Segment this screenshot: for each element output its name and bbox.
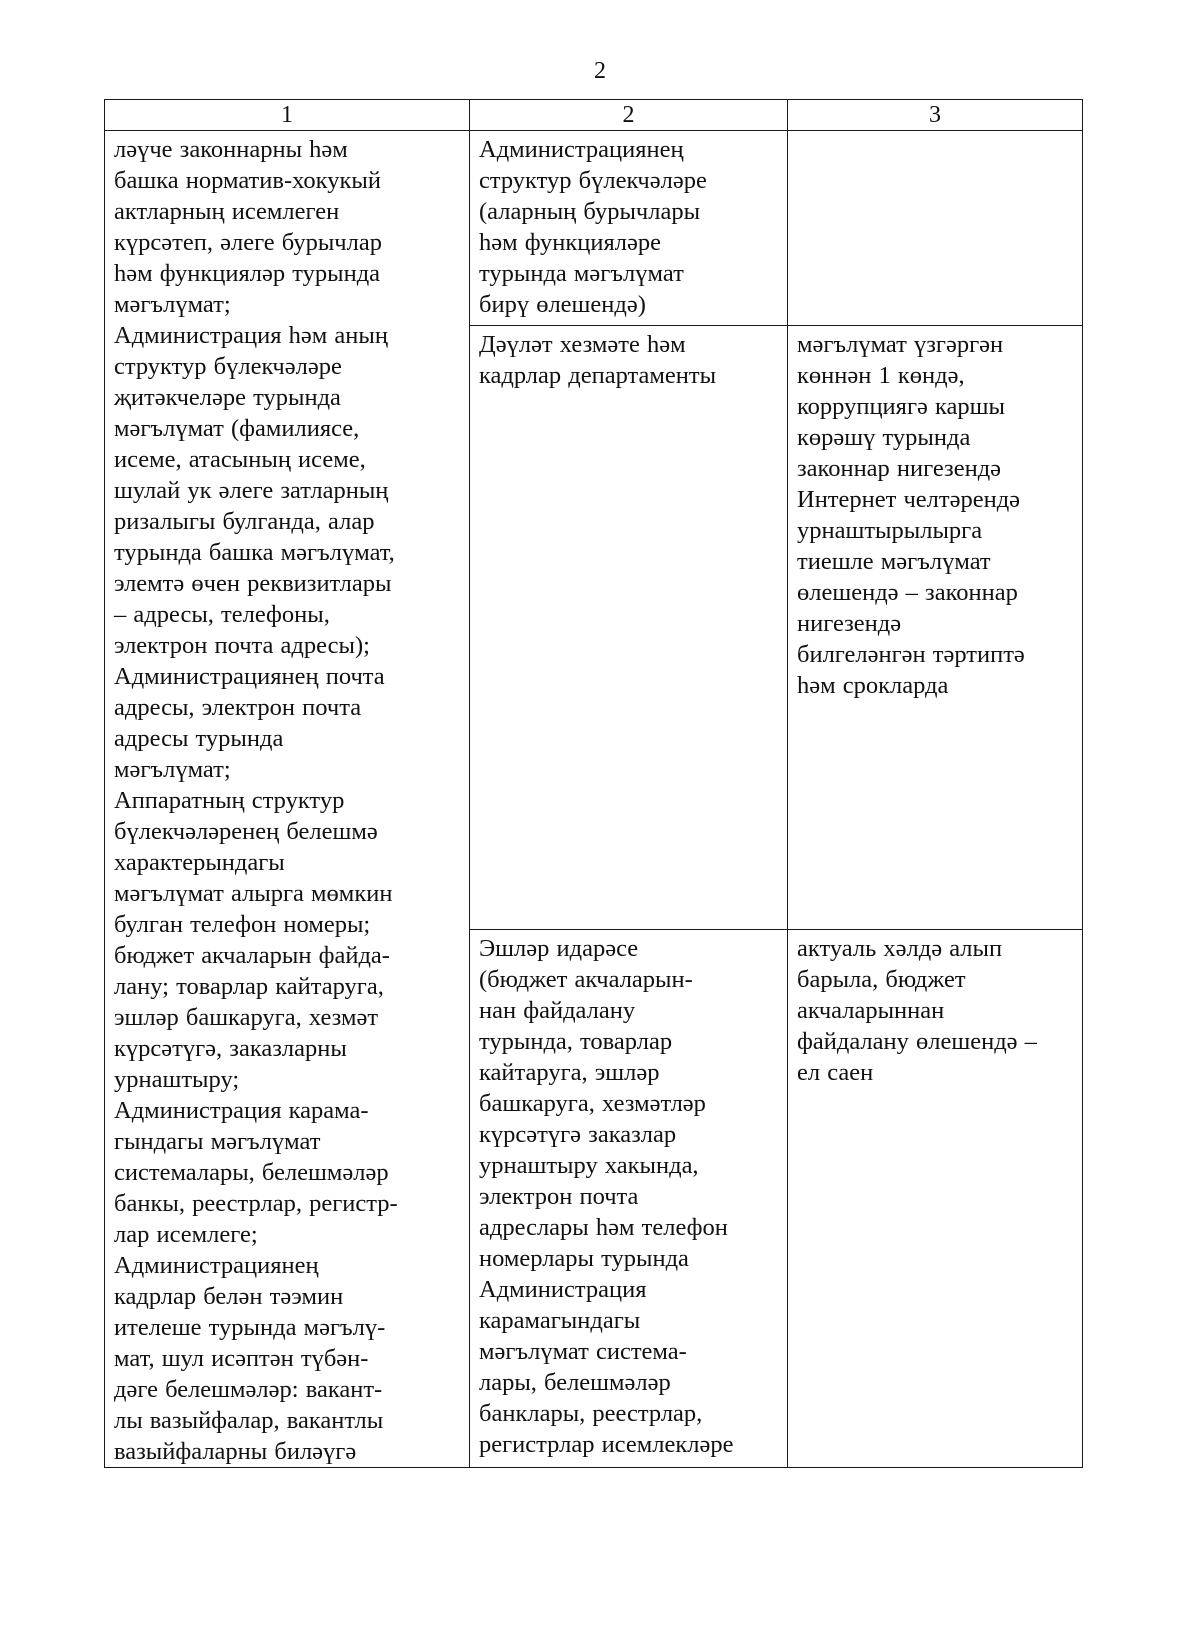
responsible-text: Администрациянең структур бүлекчәләре (аларның бурычлары һәм функцияләре турында мәгълүмат бирү өлешендә) xyxy=(479,136,707,318)
responsible-text: Дәүләт хезмәте һәм кадрлар департаменты xyxy=(479,331,717,390)
deadline-cell xyxy=(788,930,1083,1468)
responsible-cell xyxy=(470,930,788,1468)
column-header-1: 1 xyxy=(105,100,470,131)
responsible-cell xyxy=(470,326,788,930)
document-table xyxy=(104,99,1083,1468)
page-number: 2 xyxy=(594,58,606,84)
deadline-cell xyxy=(788,131,1083,326)
column-header-2: 2 xyxy=(470,100,788,131)
info-list-text: ләүче законнарны һәм башка норматив-хокукый актларның исемлеген күрсәтеп, әлеге бурычлар һәм функцияләр турында мәгълүмат; Администрация һәм аның структур бүлекчәләре җитәкчеләре турында мәгълүмат (фамилиясе, исеме, атасының исеме, шулай ук әлеге затларның ризалыгы булганда, алар турында башка мәгълүмат, элемтә өчен реквизитлары – адресы, телефоны, электрон почта адресы); Администрациянең почта адресы, электрон почта адресы турында мәгълүмат; Аппаратның структур бүлекчәләренең белешмә характерындагы мәгълүмат алырга мөмкин булган телефон номеры; бюджет акчаларын файда- лану; товарлар кайтаруга, эшләр башкаруга, хезмәт күрсәтүгә, заказларны урнаштыру; Администрация карама- гындагы мәгълүмат системалары, белешмәләр банкы, реестрлар, регистр- лар исемлеге; Администрациянең кадрлар белән тәэмин ителеше турында мәгълү- мат, шул исәптән түбән- дәге белешмәләр: вакант- лы вазыйфалар, вакантлы вазыйфаларны биләүгә xyxy=(114,136,398,1465)
deadline-text: актуаль хәлдә алып барыла, бюджет акчаларыннан файдалану өлешендә – ел саен xyxy=(797,935,1037,1087)
deadline-text: мәгълүмат үзгәргән көннән 1 көндә, коррупциягә каршы көрәшү турында законнар нигезендә Интернет челтәрендә урнаштырылырга тиешле мәгълүмат өлешендә – законнар нигезендә билгеләнгән тәртиптә һәм срокларда xyxy=(797,331,1025,700)
column-header-3: 3 xyxy=(788,100,1083,131)
deadline-cell xyxy=(788,326,1083,930)
table-row xyxy=(105,131,1083,326)
responsible-text: Эшләр идарәсе (бюджет акчаларын- нан файдалану турында, товарлар кайтаруга, эшләр башкаруга, хезмәтләр күрсәтүгә заказлар урнаштыру хакында, электрон почта адреслары һәм телефон номерлары турында Администрация карамагындагы мәгълүмат система- лары, белешмәләр банклары, реестрлар, регистрлар исемлекләре xyxy=(479,935,734,1459)
info-list-cell xyxy=(105,131,470,1468)
responsible-cell xyxy=(470,131,788,326)
table-header-row xyxy=(105,100,1083,131)
